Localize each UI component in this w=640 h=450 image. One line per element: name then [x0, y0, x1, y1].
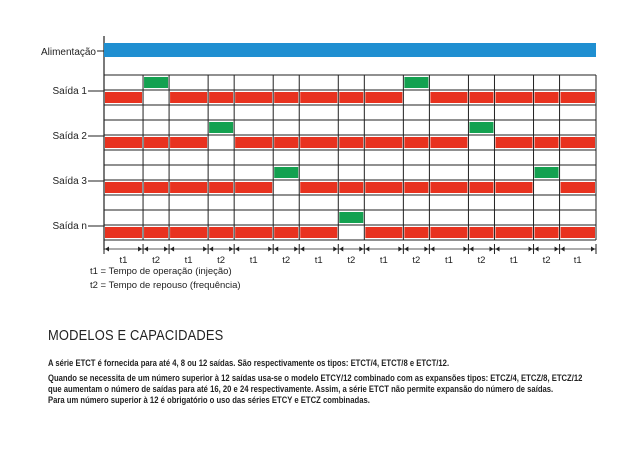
on-pulse: [365, 227, 402, 238]
arrow-left: [404, 247, 408, 252]
on-pulse: [469, 92, 493, 103]
power-bar: [104, 43, 596, 57]
arrow-right: [229, 247, 233, 252]
segment-label: t2: [282, 255, 291, 266]
arrow-right: [555, 247, 559, 252]
on-pulse: [561, 182, 595, 193]
on-pulse: [144, 182, 168, 193]
on-pulse: [495, 92, 532, 103]
on-pulse: [144, 137, 168, 148]
on-pulse: [235, 227, 272, 238]
on-pulse: [535, 227, 559, 238]
legend-t1: t1 = Tempo de operação (injeção): [90, 266, 232, 277]
output-label: Saída 2: [52, 131, 87, 142]
rest-pulse: [469, 122, 493, 133]
on-pulse: [469, 227, 493, 238]
arrow-left: [535, 247, 539, 252]
on-pulse: [144, 227, 168, 238]
on-pulse: [495, 227, 532, 238]
on-pulse: [170, 92, 207, 103]
on-pulse: [339, 92, 363, 103]
arrow-right: [203, 247, 207, 252]
on-pulse: [170, 182, 207, 193]
on-pulse: [561, 227, 595, 238]
arrow-left: [339, 247, 343, 252]
legend-t2: t2 = Tempo de repouso (frequência): [90, 280, 241, 291]
arrow-left: [235, 247, 239, 252]
on-pulse: [430, 182, 467, 193]
on-pulse: [274, 227, 298, 238]
on-pulse: [105, 227, 142, 238]
on-pulse: [495, 137, 532, 148]
arrow-left: [495, 247, 499, 252]
segment-label: t1: [444, 255, 453, 266]
on-pulse: [170, 137, 207, 148]
arrow-right: [489, 247, 493, 252]
rest-pulse: [339, 212, 363, 223]
segment-label: t1: [184, 255, 193, 266]
output-label: Saída 1: [52, 86, 87, 97]
on-pulse: [235, 137, 272, 148]
arrow-right: [398, 247, 402, 252]
power-label: Alimentação: [40, 47, 96, 58]
arrow-right: [268, 247, 272, 252]
arrow-left: [430, 247, 434, 252]
on-pulse: [339, 182, 363, 193]
on-pulse: [430, 92, 467, 103]
description-line-1: A série ETCT é fornecida para até 4, 8 ou 12 saídas. São respectivamente os tipos: ETCT/4, ETCT/8 e ETCT/12.: [48, 358, 450, 369]
arrow-left: [469, 247, 473, 252]
on-pulse: [274, 137, 298, 148]
on-pulse: [365, 92, 402, 103]
on-pulse: [404, 137, 428, 148]
on-pulse: [495, 182, 532, 193]
segment-label: t2: [152, 255, 161, 266]
on-pulse: [365, 182, 402, 193]
on-pulse: [209, 182, 233, 193]
arrow-right: [138, 247, 142, 252]
on-pulse: [105, 137, 142, 148]
on-pulse: [209, 92, 233, 103]
on-pulse: [469, 182, 493, 193]
on-pulse: [235, 92, 272, 103]
on-pulse: [535, 137, 559, 148]
on-pulse: [300, 137, 337, 148]
output-label: Saída 3: [52, 176, 87, 187]
description-line-3: que aumentam o número de saídas para até 16, 20 e 24 respectivamente. Assim, a série ETCT não permite expansão do número de saídas.: [48, 384, 554, 395]
description-line-4: Para um número superior à 12 é obrigatório o uso das séries ETCY e ETCZ combinadas.: [48, 395, 370, 406]
bars-layer: [104, 43, 596, 238]
arrow-left: [365, 247, 369, 252]
arrow-left: [300, 247, 304, 252]
arrow-left: [274, 247, 278, 252]
segment-label: t1: [379, 255, 388, 266]
segment-label: t2: [542, 255, 551, 266]
rest-pulse: [144, 77, 168, 88]
on-pulse: [209, 227, 233, 238]
segment-label: t1: [119, 255, 128, 266]
on-pulse: [300, 92, 337, 103]
rest-pulse: [209, 122, 233, 133]
on-pulse: [561, 137, 595, 148]
arrow-right: [591, 247, 595, 252]
segment-label: t2: [217, 255, 226, 266]
arrow-right: [529, 247, 533, 252]
on-pulse: [404, 227, 428, 238]
arrow-left: [105, 247, 109, 252]
rest-pulse: [535, 167, 559, 178]
arrow-left: [170, 247, 174, 252]
segment-label: t1: [510, 255, 518, 266]
rest-pulse: [274, 167, 298, 178]
segment-label: t1: [573, 255, 582, 266]
on-pulse: [430, 137, 467, 148]
on-pulse: [365, 137, 402, 148]
arrow-right: [424, 247, 428, 252]
arrow-right: [333, 247, 337, 252]
description-line-2: Quando se necessita de um número superior à 12 saídas usa-se o modelo ETCY/12 combinado com as expansões tipos: ETCZ/4, ETCZ/8, ETCZ/12: [48, 373, 583, 384]
arrow-left: [561, 247, 565, 252]
segment-label: t2: [347, 255, 356, 266]
on-pulse: [339, 137, 363, 148]
arrow-left: [209, 247, 213, 252]
segment-label: t1: [249, 255, 258, 266]
arrow-right: [359, 247, 363, 252]
rest-pulse: [404, 77, 428, 88]
on-pulse: [561, 92, 595, 103]
labels-layer: [41, 47, 96, 232]
output-label: Saída n: [52, 221, 87, 232]
arrow-right: [164, 247, 168, 252]
arrow-right: [294, 247, 298, 252]
on-pulse: [105, 182, 142, 193]
arrow-left: [144, 247, 148, 252]
on-pulse: [235, 182, 272, 193]
timeline-layer: [104, 244, 596, 266]
on-pulse: [535, 92, 559, 103]
section-title: MODELOS E CAPACIDADES: [48, 327, 224, 344]
arrow-right: [463, 247, 467, 252]
on-pulse: [170, 227, 207, 238]
segment-label: t1: [314, 255, 323, 266]
segment-label: t2: [477, 255, 486, 266]
on-pulse: [404, 182, 428, 193]
on-pulse: [300, 227, 337, 238]
segment-label: t2: [412, 255, 421, 266]
on-pulse: [430, 227, 467, 238]
on-pulse: [105, 92, 142, 103]
on-pulse: [300, 182, 337, 193]
on-pulse: [274, 92, 298, 103]
